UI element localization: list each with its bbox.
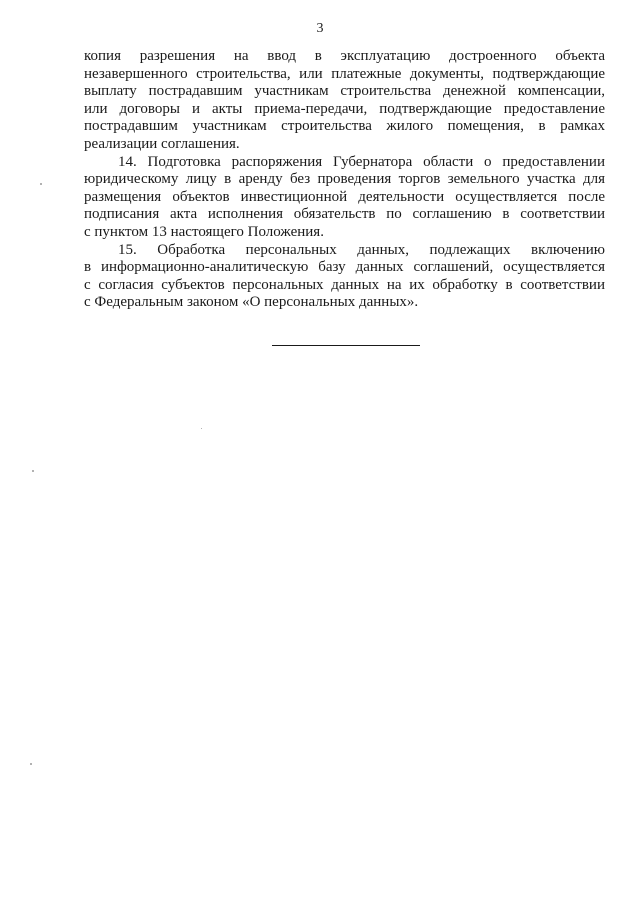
scan-speck — [30, 763, 32, 765]
text-line: с Федеральным законом «О персональных данных». — [84, 294, 419, 311]
text-line: 15. Обработка персональных данных, подлежащих включению — [118, 241, 605, 258]
document-body — [84, 48, 605, 312]
paragraph-item-14 — [84, 154, 605, 242]
scan-speck — [201, 428, 202, 429]
text-line: с пунктом 13 настоящего Положения. — [84, 223, 324, 240]
text-line: в информационно-аналитическую базу данных соглашений, осуществляется — [84, 259, 605, 276]
scan-speck — [32, 470, 34, 472]
scan-speck — [40, 183, 42, 185]
text-line: подписания акта исполнения обязательств по соглашению в соответствии — [84, 206, 605, 223]
text-line: с согласия субъектов персональных данных на их обработку в соответствии — [84, 276, 605, 293]
text-line: копия разрешения на ввод в эксплуатацию достроенного объекта — [84, 48, 605, 64]
text-line: реализации соглашения. — [84, 135, 240, 152]
page-number: 3 — [316, 21, 324, 36]
text-line: пострадавшим участникам строительства жилого помещения, в рамках — [84, 118, 605, 135]
text-line: юридическому лицу в аренду без проведения торгов земельного участка для — [84, 171, 605, 188]
paragraph-continuation — [84, 48, 605, 154]
text-line: 14. Подготовка распоряжения Губернатора области о предоставлении — [118, 153, 605, 170]
closing-rule — [272, 345, 420, 346]
text-line: или договоры и акты приема-передачи, подтверждающие предоставление — [84, 100, 605, 117]
text-line: незавершенного строительства, или платежные документы, подтверждающие — [84, 65, 605, 82]
text-line: размещения объектов инвестиционной деятельности осуществляется после — [84, 188, 605, 205]
paragraph-item-15 — [84, 242, 605, 312]
text-line: выплату пострадавшим участникам строительства денежной компенсации, — [84, 83, 605, 100]
